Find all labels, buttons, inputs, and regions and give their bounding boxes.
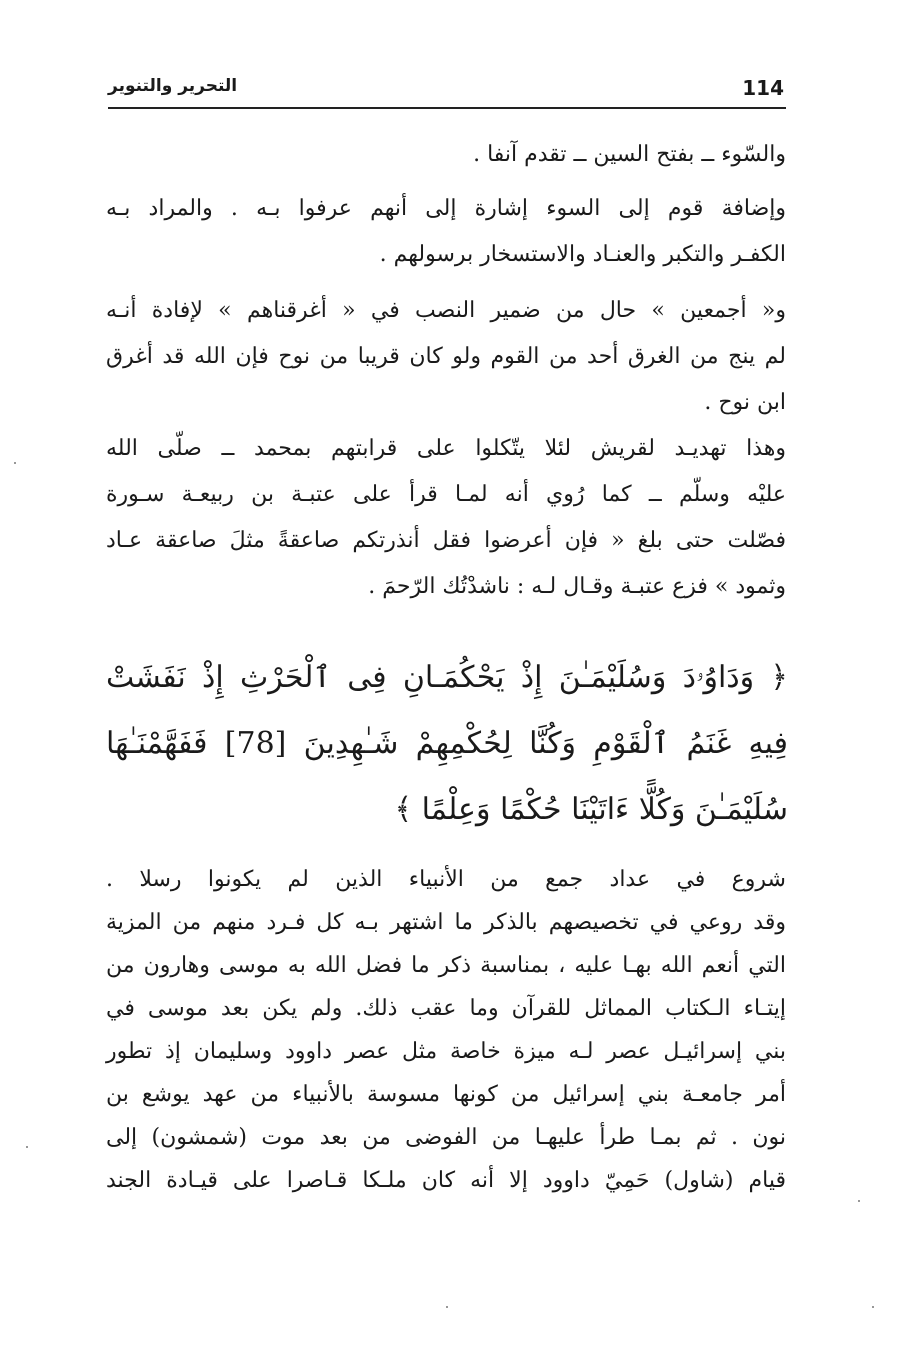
scan-speck <box>14 462 16 464</box>
verse-line: فِيهِ غَنَمُ ٱلْقَوْمِ وَكُنَّا لِحُكْمِهِمْ شَـٰهِدِينَ [78] فَفَهَّمْنَـٰهَا <box>106 726 788 761</box>
paragraph-5 <box>106 858 786 1202</box>
text-line: وهذا تهديـد لقريش لئلا يتّكلوا على قرابتهم بمحمد ــ صلّى الله <box>106 436 786 461</box>
text-line: و« أجمعين » حال من ضمير النصب في « أغرقناهم » لإفادة أنـه <box>106 298 786 323</box>
text-line: وقد روعي في تخصيصهم بالذكر ما اشتهر بـه كل فـرد منهم من المزية <box>106 910 786 935</box>
text-line: إيتـاء الـكتاب المماثل للقرآن وما عقب ذلك. ولم يكن بعد موسى في <box>106 996 786 1021</box>
verse-line: سُلَيْمَـٰنَ وَكُلًّا ءَاتَيْنَا حُكْمًا وَعِلْمًا ﴾ <box>394 792 788 827</box>
text-line: أمر جامعـة بني إسرائيل من كونها مسوسة بالأنبياء من عهد يوشع بن <box>106 1082 786 1107</box>
scan-speck <box>858 1200 860 1202</box>
text-line: شروع في عداد جمع من الأنبياء الذين لم يكونوا رسلا . <box>106 867 786 892</box>
text-line: لم ينج من الغرق أحد من القوم ولو كان قريبا من نوح فإن الله قد أغرق <box>106 344 786 369</box>
text-line: وإضافة قوم إلى السوء إشارة إلى أنهم عرفوا بـه . والمراد بـه <box>106 196 786 221</box>
text-line: بني إسرائيـل عصر لـه ميزة خاصة مثل عصر داوود وسليمان إذ تطور <box>106 1039 786 1064</box>
scan-speck <box>446 1306 448 1308</box>
text-line: الكفـر والتكبر والعنـاد والاستسخار برسولهم . <box>379 242 786 267</box>
paragraph-4 <box>106 426 786 610</box>
paragraph-1 <box>106 132 786 178</box>
running-title: التحرير والتنوير <box>108 76 238 96</box>
header-rule <box>108 107 786 109</box>
scan-speck <box>26 1146 28 1148</box>
paragraph-3 <box>106 288 786 426</box>
text-line: التي أنعم الله بهـا عليه ، بمناسبة ذكر ما فضل الله به موسى وهارون من <box>106 953 786 978</box>
page-number: 114 <box>742 76 784 100</box>
text-line: قيام (شاول) حَمِيّ داوود إلا أنه كان ملـكا قـاصرا على قيـادة الجند <box>106 1168 786 1193</box>
verse-line: ﴿ وَدَاوُۥدَ وَسُلَيْمَـٰنَ إِذْ يَحْكُمَـانِ فِى ٱلْحَرْثِ إِذْ نَفَشَتْ <box>106 660 788 695</box>
quran-verse <box>106 645 788 843</box>
scan-speck <box>872 1306 874 1308</box>
text-line: نون . ثم بمـا طرأ عليهـا من الفوضى من بعد موت (شمشون) إلى <box>106 1125 786 1150</box>
text-line: فصّلت حتى بلغ « فإن أعرضوا فقل أنذرتكم صاعقةً مثلَ صاعقة عـاد <box>106 528 786 553</box>
page-header <box>108 74 784 108</box>
text-line: وثمود » فزع عتبـة وقـال لـه : ناشدْتُك الرّحمَ . <box>368 574 786 599</box>
text-line: والسّوء ــ بفتح السين ــ تقدم آنفا . <box>473 142 786 167</box>
text-line: عليْه وسلّم ــ كما رُوي أنه لمـا قرأ على عتبـة بن ربيعـة سـورة <box>106 482 786 507</box>
text-line: ابن نوح . <box>704 390 786 415</box>
paragraph-2 <box>106 186 786 278</box>
